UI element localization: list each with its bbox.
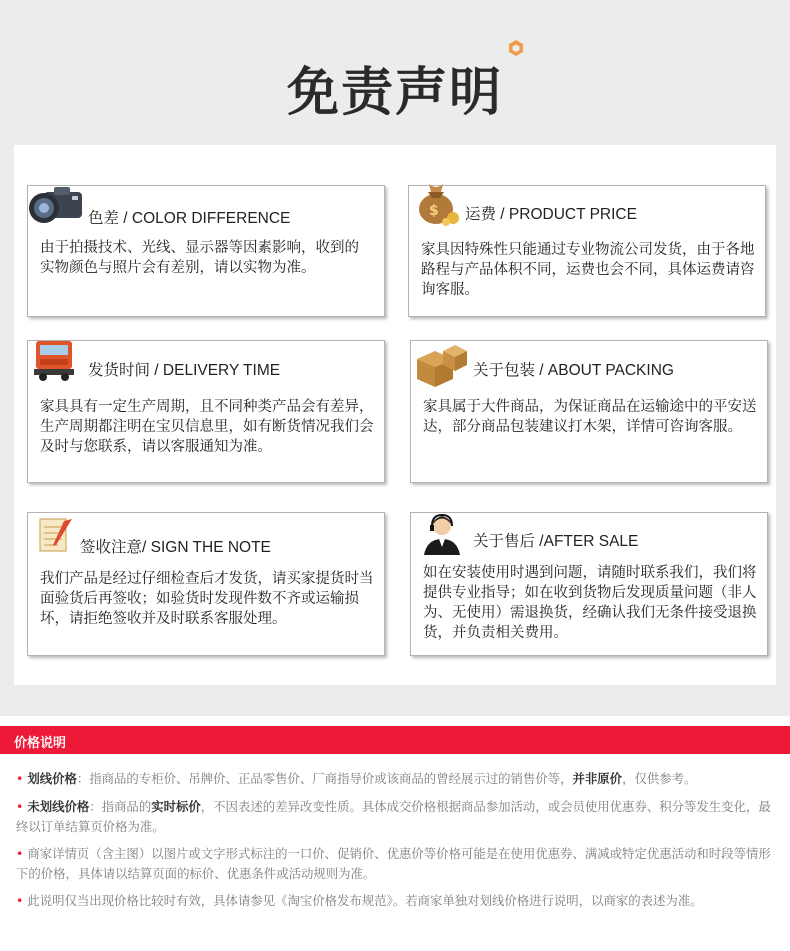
card-delivery-time bbox=[27, 340, 385, 483]
notepad-icon bbox=[36, 515, 76, 555]
bullet-icon: • bbox=[16, 846, 24, 861]
card-text: 如在安装使用时遇到问题，请随时联系我们，我们将提供专业指导；如在收到货物后发现质量问题（非人为、无使用）需退换货，经确认我们无条件接受退换货，并负责相关费用。 bbox=[423, 565, 757, 641]
price-note-promotions bbox=[16, 844, 776, 884]
bullet-icon: • bbox=[16, 799, 24, 814]
note-text: ，仅供参考。 bbox=[622, 771, 697, 786]
svg-text:$: $ bbox=[429, 203, 439, 219]
card-text: 家具因特殊性只能通过专业物流公司发货，由于各地路程与产品体积不同，运费也会不同，具体运费请咨询客服。 bbox=[421, 242, 755, 298]
camera-icon bbox=[26, 184, 86, 226]
bullet-icon: • bbox=[16, 771, 24, 786]
card-text: 由于拍摄技术、光线、显示器等因素影响，收到的实物颜色与照片会有差别，请以实物为准。 bbox=[40, 240, 359, 276]
card-text: 家具具有一定生产周期，且不同种类产品会有差异，生产周期都注明在宝贝信息里，如有断货情况我们会及时与您联系，请以客服通知为准。 bbox=[40, 399, 374, 455]
note-bold: 实时标价 bbox=[151, 799, 201, 814]
card-title: 关于售后 /AFTER SALE bbox=[473, 533, 639, 550]
hexagon-icon bbox=[507, 39, 525, 57]
note-bold: 并非原价 bbox=[572, 771, 623, 786]
bullet-icon: • bbox=[16, 893, 24, 908]
truck-icon bbox=[32, 337, 78, 383]
money-bag-icon bbox=[415, 178, 461, 226]
customer-service-icon bbox=[419, 511, 465, 557]
note-text: 商家详情页（含主图）以图片或文字形式标注的一口价、促销价、优惠价等价格可能是在使用优惠券、满减或特定优惠活动和时段等情形下的价格，具体请以结算页面的标价、优惠条件或活动规则为准。 bbox=[16, 846, 771, 881]
card-after-sale bbox=[410, 512, 768, 656]
card-text: 我们产品是经过仔细检查后才发货，请买家提货时当面验货后再签收；如验货时发现件数不齐或运输损坏，请拒绝签收并及时联系客服处理。 bbox=[40, 571, 374, 627]
card-about-packing bbox=[410, 340, 768, 483]
note-text: 此说明仅当出现价格比较时有效，具体请参见《淘宝价格发布规范》。若商家单独对划线价格进行说明，以商家的表述为准。 bbox=[27, 893, 703, 908]
price-note-scope bbox=[16, 891, 776, 911]
boxes-icon bbox=[413, 341, 469, 391]
card-color-difference bbox=[27, 185, 385, 317]
card-title: 发货时间 / DELIVERY TIME bbox=[88, 362, 281, 379]
note-label: 未划线价格 bbox=[27, 799, 90, 814]
note-text: ：指商品的 bbox=[89, 799, 152, 814]
price-note-strikethrough bbox=[16, 769, 776, 789]
note-label: 划线价格 bbox=[27, 771, 77, 786]
card-product-price bbox=[408, 185, 766, 317]
card-title: 签收注意/ SIGN THE NOTE bbox=[80, 539, 271, 556]
price-section-header bbox=[0, 726, 790, 754]
note-text: ，不因表述的差异改变性质。具体成交价格根据商品参加活动，或会员使用优惠券、积分等发生变化，最终以订单结算页价格为准。 bbox=[16, 799, 771, 834]
card-text: 家具属于大件商品，为保证商品在运输途中的平安送达，部分商品包装建议打木架，详情可咨询客服。 bbox=[423, 399, 757, 435]
card-title: 关于包装 / ABOUT PACKING bbox=[473, 362, 674, 379]
price-section-title: 价格说明 bbox=[14, 736, 67, 751]
card-sign-note bbox=[27, 512, 385, 656]
note-text: ：指商品的专柜价、吊牌价、正品零售价、厂商指导价或该商品的曾经展示过的销售价等， bbox=[76, 771, 573, 786]
price-note-unstruck bbox=[16, 797, 776, 837]
card-title: 运费 / PRODUCT PRICE bbox=[465, 206, 637, 223]
card-title: 色差 / COLOR DIFFERENCE bbox=[88, 210, 291, 227]
page-title: 免责声明 bbox=[286, 63, 503, 123]
